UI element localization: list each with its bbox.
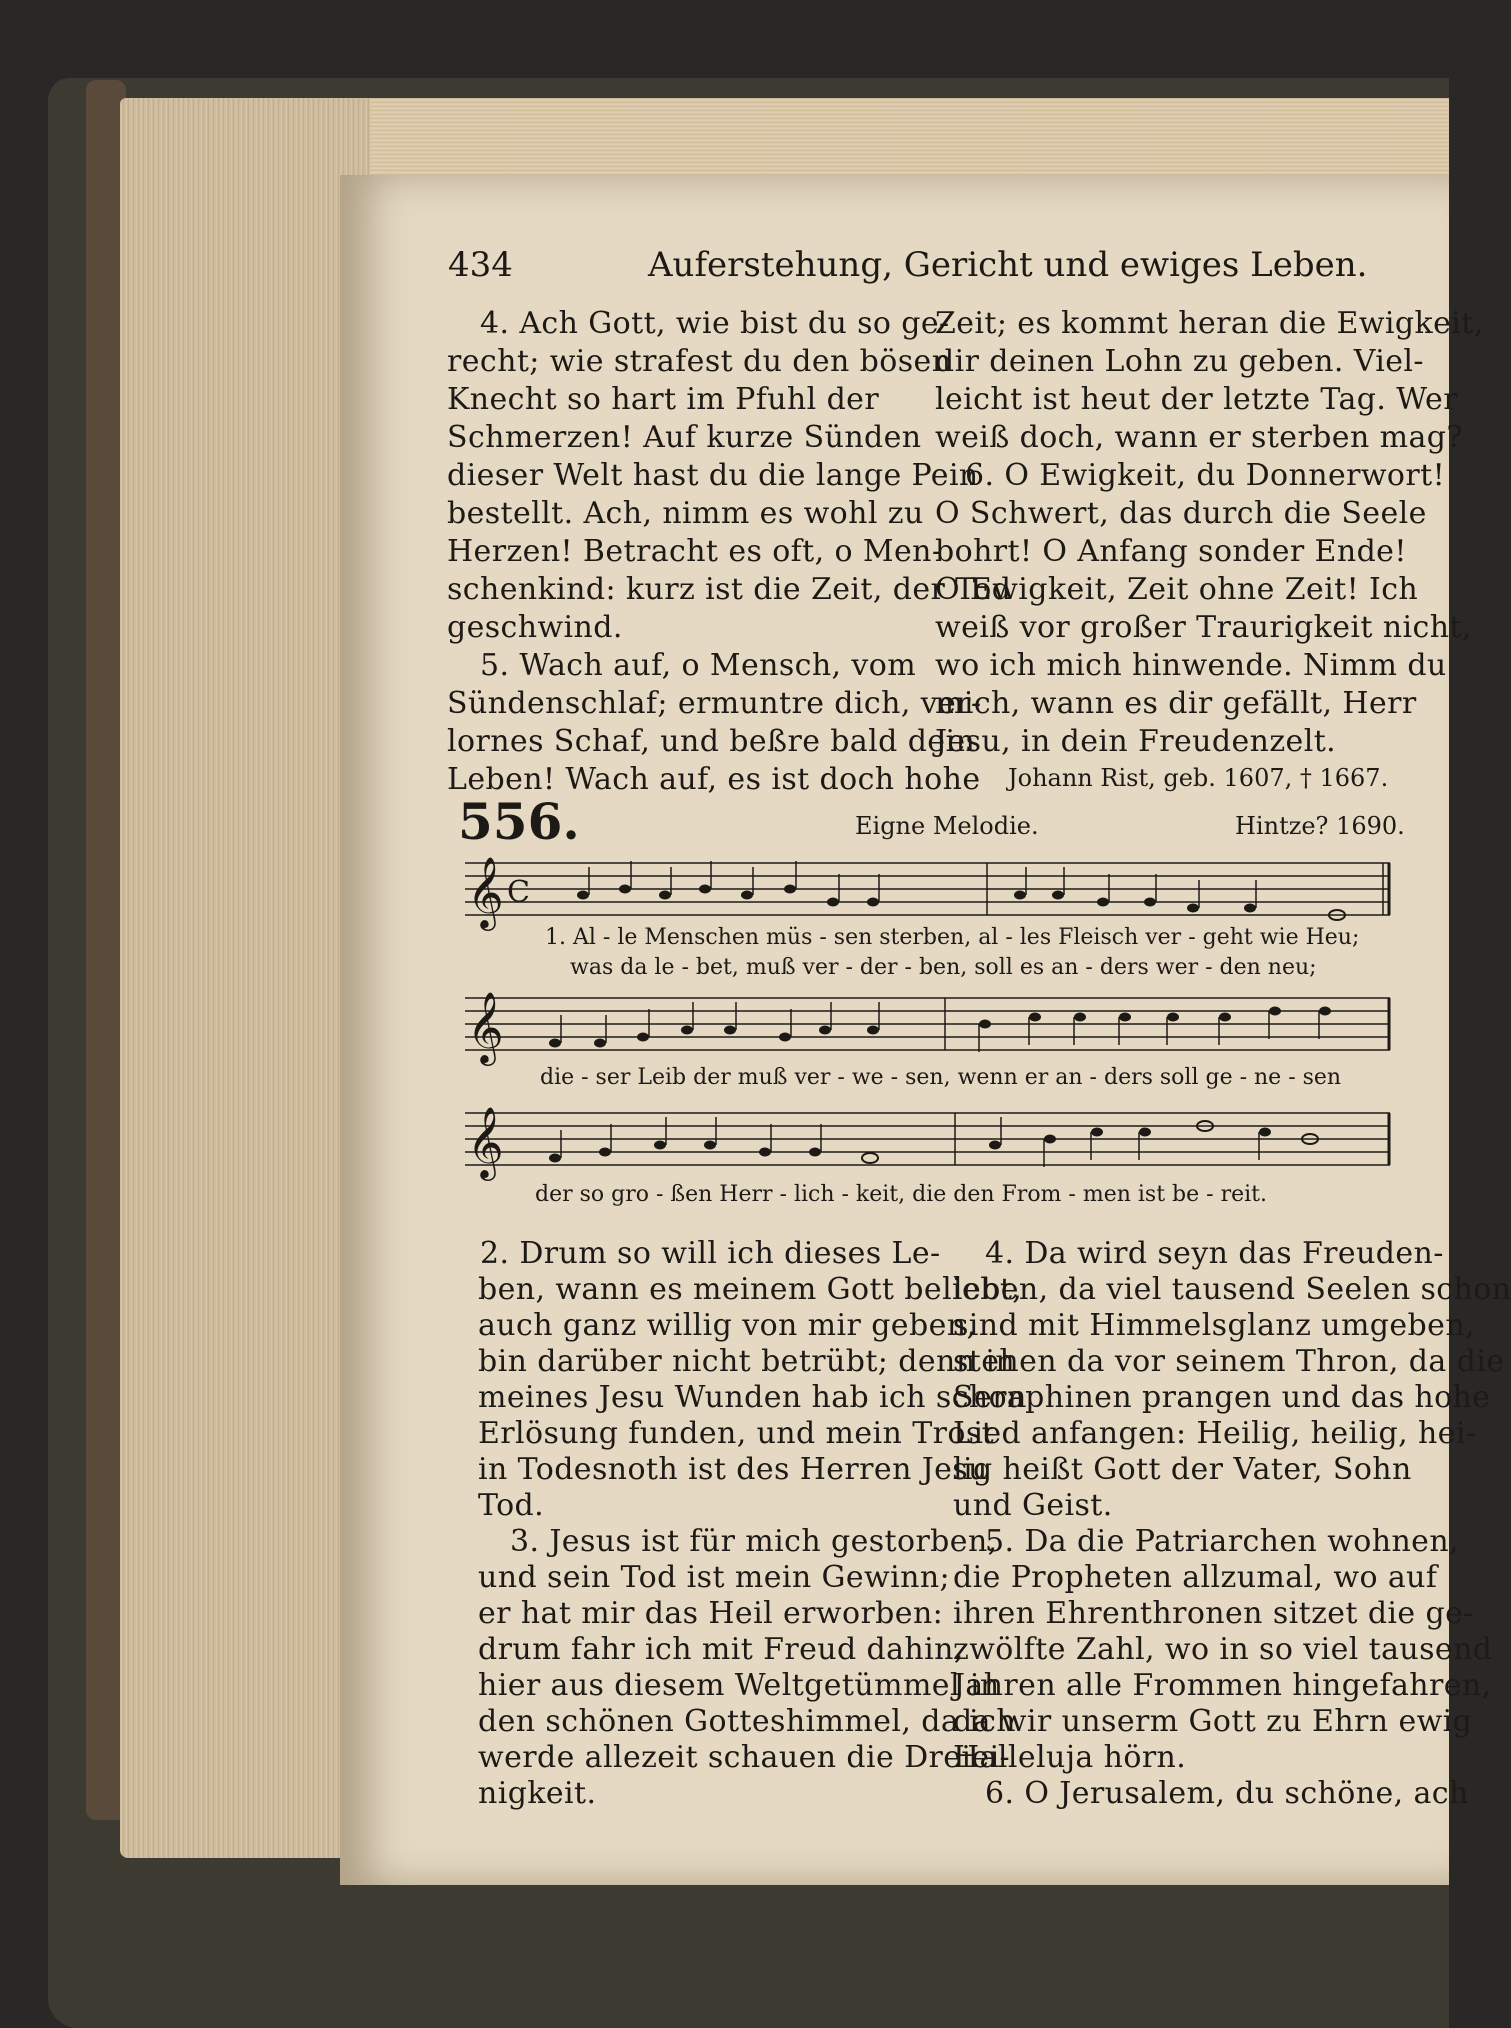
text-line: in Todesnoth ist des Herren Jesu [478,1452,988,1487]
text-line: 4. Da wird seyn das Freuden- [985,1236,1444,1271]
text-line: dieser Welt hast du die lange Pein [447,458,979,493]
text-line: zwölfte Zahl, wo in so viel tausend [953,1632,1493,1667]
text-line: drum fahr ich mit Freud dahin, [478,1632,964,1667]
text-line: O Ewigkeit, Zeit ohne Zeit! Ich [935,572,1419,607]
text-line: 5. Wach auf, o Mensch, vom [480,648,917,683]
lyrics-line: die - ser Leib der muß ver - we - sen, wenn er an - ders soll ge - ne - sen [540,1065,1342,1090]
text-line: leben, da viel tausend Seelen schon [953,1272,1511,1307]
text-line: Sündenschlaf; ermuntre dich, ver- [447,686,982,721]
text-line: Tod. [478,1488,545,1523]
text-line: bin darüber nicht betrübt; denn in [478,1344,1016,1379]
text-line: ihren Ehrenthronen sitzet die ge- [953,1596,1474,1631]
text-line: geschwind. [447,610,623,645]
composer-label: Hintze? 1690. [1235,812,1405,840]
lyrics-line: 1. Al - le Menschen müs - sen sterben, al - les Fleisch ver - geht wie Heu; [545,925,1360,950]
text-line: dir deinen Lohn zu geben. Viel- [935,344,1424,379]
text-line: werde allezeit schauen die Dreiei- [478,1740,1011,1775]
lyrics-line: der so gro - ßen Herr - lich - keit, die den From - men ist be - reit. [535,1182,1267,1207]
text-line: sind mit Himmelsglanz umgeben, [953,1308,1475,1343]
svg-text:𝄞: 𝄞 [467,990,504,1063]
hymn-number: 556. [458,792,580,851]
text-line: weiß doch, wann er sterben mag? [935,420,1463,455]
page-number: 434 [448,245,513,285]
music-staff [465,1105,1390,1178]
melody-label: Eigne Melodie. [855,812,1039,840]
text-line: Seraphinen prangen und das hohe [953,1380,1491,1415]
text-line: recht; wie strafest du den bösen [447,344,952,379]
text-line: die Propheten allzumal, wo auf [953,1560,1438,1595]
text-line: bohrt! O Anfang sonder Ende! [935,534,1407,569]
text-line: nigkeit. [478,1776,597,1811]
text-line: da wir unserm Gott zu Ehrn ewig [953,1704,1473,1739]
text-line: auch ganz willig von mir geben, [478,1308,977,1343]
page-block-side [120,98,370,1858]
text-line: den schönen Gotteshimmel, da ich [478,1704,1016,1739]
text-line: Erlösung funden, und mein Trost [478,1416,995,1451]
lyrics-line: was da le - bet, muß ver - der - ben, soll es an - ders wer - den neu; [570,955,1317,980]
running-head: Auferstehung, Gericht und ewiges Leben. [648,245,1368,285]
text-line: Schmerzen! Auf kurze Sünden [447,420,922,455]
text-line: lig heißt Gott der Vater, Sohn [953,1452,1412,1487]
text-line: lornes Schaf, und beßre bald dein [447,724,976,759]
text-line: ben, wann es meinem Gott beliebt, [478,1272,1023,1307]
svg-text:𝄞: 𝄞 [467,855,504,928]
text-line: Zeit; es kommt heran die Ewigkeit, [935,306,1484,341]
text-line: Lied anfangen: Heilig, heilig, hei- [953,1416,1477,1451]
text-line: mich, wann es dir gefällt, Herr [935,686,1417,721]
text-line: und sein Tod ist mein Gewinn; [478,1560,951,1595]
text-line: 5. Da die Patriarchen wohnen, [985,1524,1459,1559]
text-line: Herzen! Betracht es oft, o Men- [447,534,943,569]
svg-text:𝄞: 𝄞 [467,1105,504,1178]
text-line: Jahren alle Frommen hingefahren, [953,1668,1492,1703]
text-line: 2. Drum so will ich dieses Le- [480,1236,941,1271]
text-line: meines Jesu Wunden hab ich schon [478,1380,1027,1415]
text-line: und Geist. [953,1488,1113,1523]
text-line: 4. Ach Gott, wie bist du so ge- [480,306,950,341]
text-line: Knecht so hart im Pfuhl der [447,382,880,417]
text-line: schenkind: kurz ist die Zeit, der Tod [447,572,1012,607]
text-line: er hat mir das Heil erworben: [478,1596,944,1631]
text-line: hier aus diesem Weltgetümmel in [478,1668,1000,1703]
text-line: Jesu, in dein Freudenzelt. [935,724,1337,759]
svg-text:C: C [507,875,530,910]
text-line: wo ich mich hinwende. Nimm du [935,648,1447,683]
text-line: 6. O Jerusalem, du schöne, ach [985,1776,1469,1811]
hymn-author: Johann Rist, geb. 1607, † 1667. [1008,764,1389,792]
text-line: Halleluja hörn. [953,1740,1187,1775]
music-staff [465,855,1390,928]
text-line: weiß vor großer Traurigkeit nicht, [935,610,1472,645]
text-line: bestellt. Ach, nimm es wohl zu [447,496,924,531]
text-line: stehen da vor seinem Thron, da die [953,1344,1505,1379]
text-line: 3. Jesus ist für mich gestorben, [510,1524,998,1559]
music-staff [465,990,1390,1063]
text-line: O Schwert, das durch die Seele [935,496,1427,531]
text-line: Leben! Wach auf, es ist doch hohe [447,762,981,797]
text-line: 6. O Ewigkeit, du Donnerwort! [965,458,1446,493]
text-line: leicht ist heut der letzte Tag. Wer [935,382,1458,417]
